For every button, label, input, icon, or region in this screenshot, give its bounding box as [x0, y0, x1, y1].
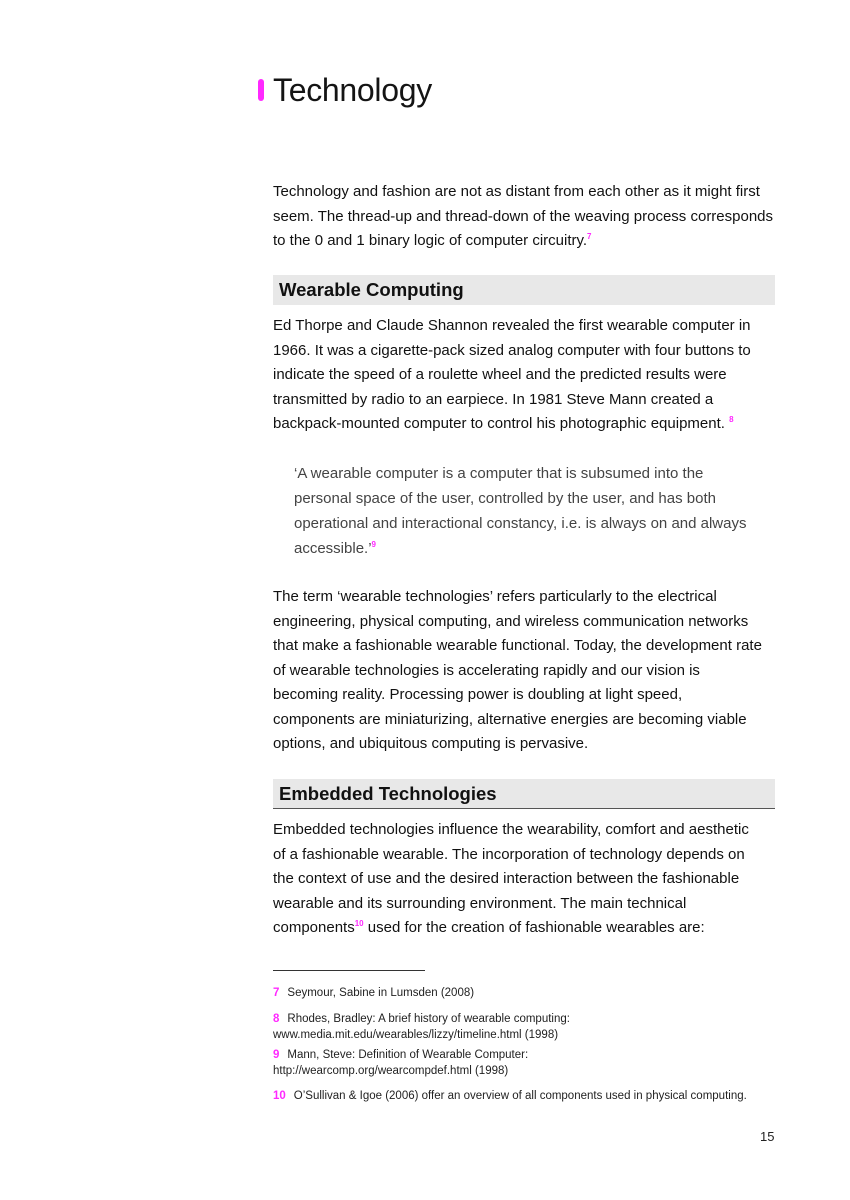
para-line: transmitted by radio to an earpiece. In 1981 Steve Mann created a: [273, 390, 714, 408]
footnote-ref-9: 9: [371, 540, 376, 549]
footnote-ref-10: 10: [354, 919, 364, 928]
section-heading-wearable-computing: Wearable Computing: [273, 275, 775, 305]
wearable-paragraph-2: [273, 585, 783, 757]
para-line: that make a fashionable wearable functional. Today, the development rate: [273, 637, 762, 654]
embedded-paragraph: [273, 818, 783, 941]
quote-line: personal space of the user, controlled by the user, and has both: [294, 490, 716, 507]
footnote-number: 8: [273, 1013, 280, 1025]
para-line: backpack-mounted computer to control his photographic equipment. $^8$: [273, 415, 734, 432]
footnote-text: O’Sullivan & Igoe (2006) offer an overview of all components used in physical computing.: [293, 1090, 747, 1102]
para-line: becoming reality. Processing power is doubling at light speed,: [273, 686, 683, 703]
page-title-row: [258, 68, 432, 112]
page-number: 15: [760, 1129, 775, 1144]
para-line: Embedded technologies influence the wearability, comfort and aesthetic: [273, 821, 749, 838]
quote-line: accessible.’$^9$: [294, 540, 376, 557]
footnote-10: [273, 1088, 793, 1104]
footnote-text: Seymour, Sabine in Lumsden (2008): [287, 987, 475, 999]
intro-line: seem. The thread-up and thread-down of the weaving process corresponds: [273, 207, 774, 225]
footnote-ref-7: 7: [587, 232, 592, 241]
quote-line: ‘A wearable computer is a computer that is subsumed into the: [294, 465, 704, 482]
intro-line: to the 0 and 1 binary logic of computer circuitry.$^7$: [273, 232, 592, 249]
intro-line: Technology and fashion are not as distant from each other as it might first: [273, 183, 760, 200]
para-line: components$^{10}$ used for the creation of fashionable wearables are:: [273, 919, 705, 936]
page-title: Technology: [273, 71, 432, 108]
intro-paragraph: [273, 180, 783, 254]
wearable-paragraph-1: [273, 314, 783, 437]
footnote-text: http://wearcomp.org/wearcompdef.html (1998): [273, 1065, 509, 1077]
footnote-8: [273, 1011, 793, 1043]
para-line: of wearable technologies is accelerating rapidly and our vision is: [273, 661, 700, 679]
section-heading-embedded-technologies: Embedded Technologies: [273, 779, 775, 809]
footnote-text: Mann, Steve: Definition of Wearable Computer:: [287, 1049, 529, 1061]
para-line: components are miniaturizing, alternative energies are becoming viable: [273, 710, 747, 728]
para-line: indicate the speed of a roulette wheel and the predicted results were: [273, 366, 727, 383]
block-quote: [294, 461, 774, 561]
para-line: options, and ubiquitous computing is pervasive.: [273, 735, 589, 752]
footnote-divider: [273, 970, 425, 971]
footnote-number: 9: [273, 1049, 280, 1061]
footnote-text: Rhodes, Bradley: A brief history of wearable computing:: [287, 1013, 570, 1025]
para-line: of a fashionable wearable. The incorporation of technology depends on: [273, 845, 745, 863]
para-line: wearable and its surrounding environment. The main technical: [273, 894, 687, 912]
footnote-text: www.media.mit.edu/wearables/lizzy/timeline.html (1998): [273, 1029, 559, 1041]
footnote-9: [273, 1047, 793, 1079]
footnote-7: [273, 985, 793, 1001]
footnote-number: 7: [273, 987, 280, 999]
para-line: 1966. It was a cigarette-pack sized analog computer with four buttons to: [273, 341, 751, 359]
para-line: engineering, physical computing, and wireless communication networks: [273, 612, 749, 630]
quote-line: operational and interactional constancy, i.e. is always on and always: [294, 515, 747, 532]
footnote-ref-8: 8: [729, 415, 734, 424]
para-line: the context of use and the desired interaction between the fashionable: [273, 870, 740, 887]
para-line: Ed Thorpe and Claude Shannon revealed the first wearable computer in: [273, 317, 751, 334]
title-accent-bar: [258, 79, 264, 101]
para-line: The term ‘wearable technologies’ refers particularly to the electrical: [273, 588, 717, 605]
footnote-number: 10: [273, 1090, 286, 1102]
